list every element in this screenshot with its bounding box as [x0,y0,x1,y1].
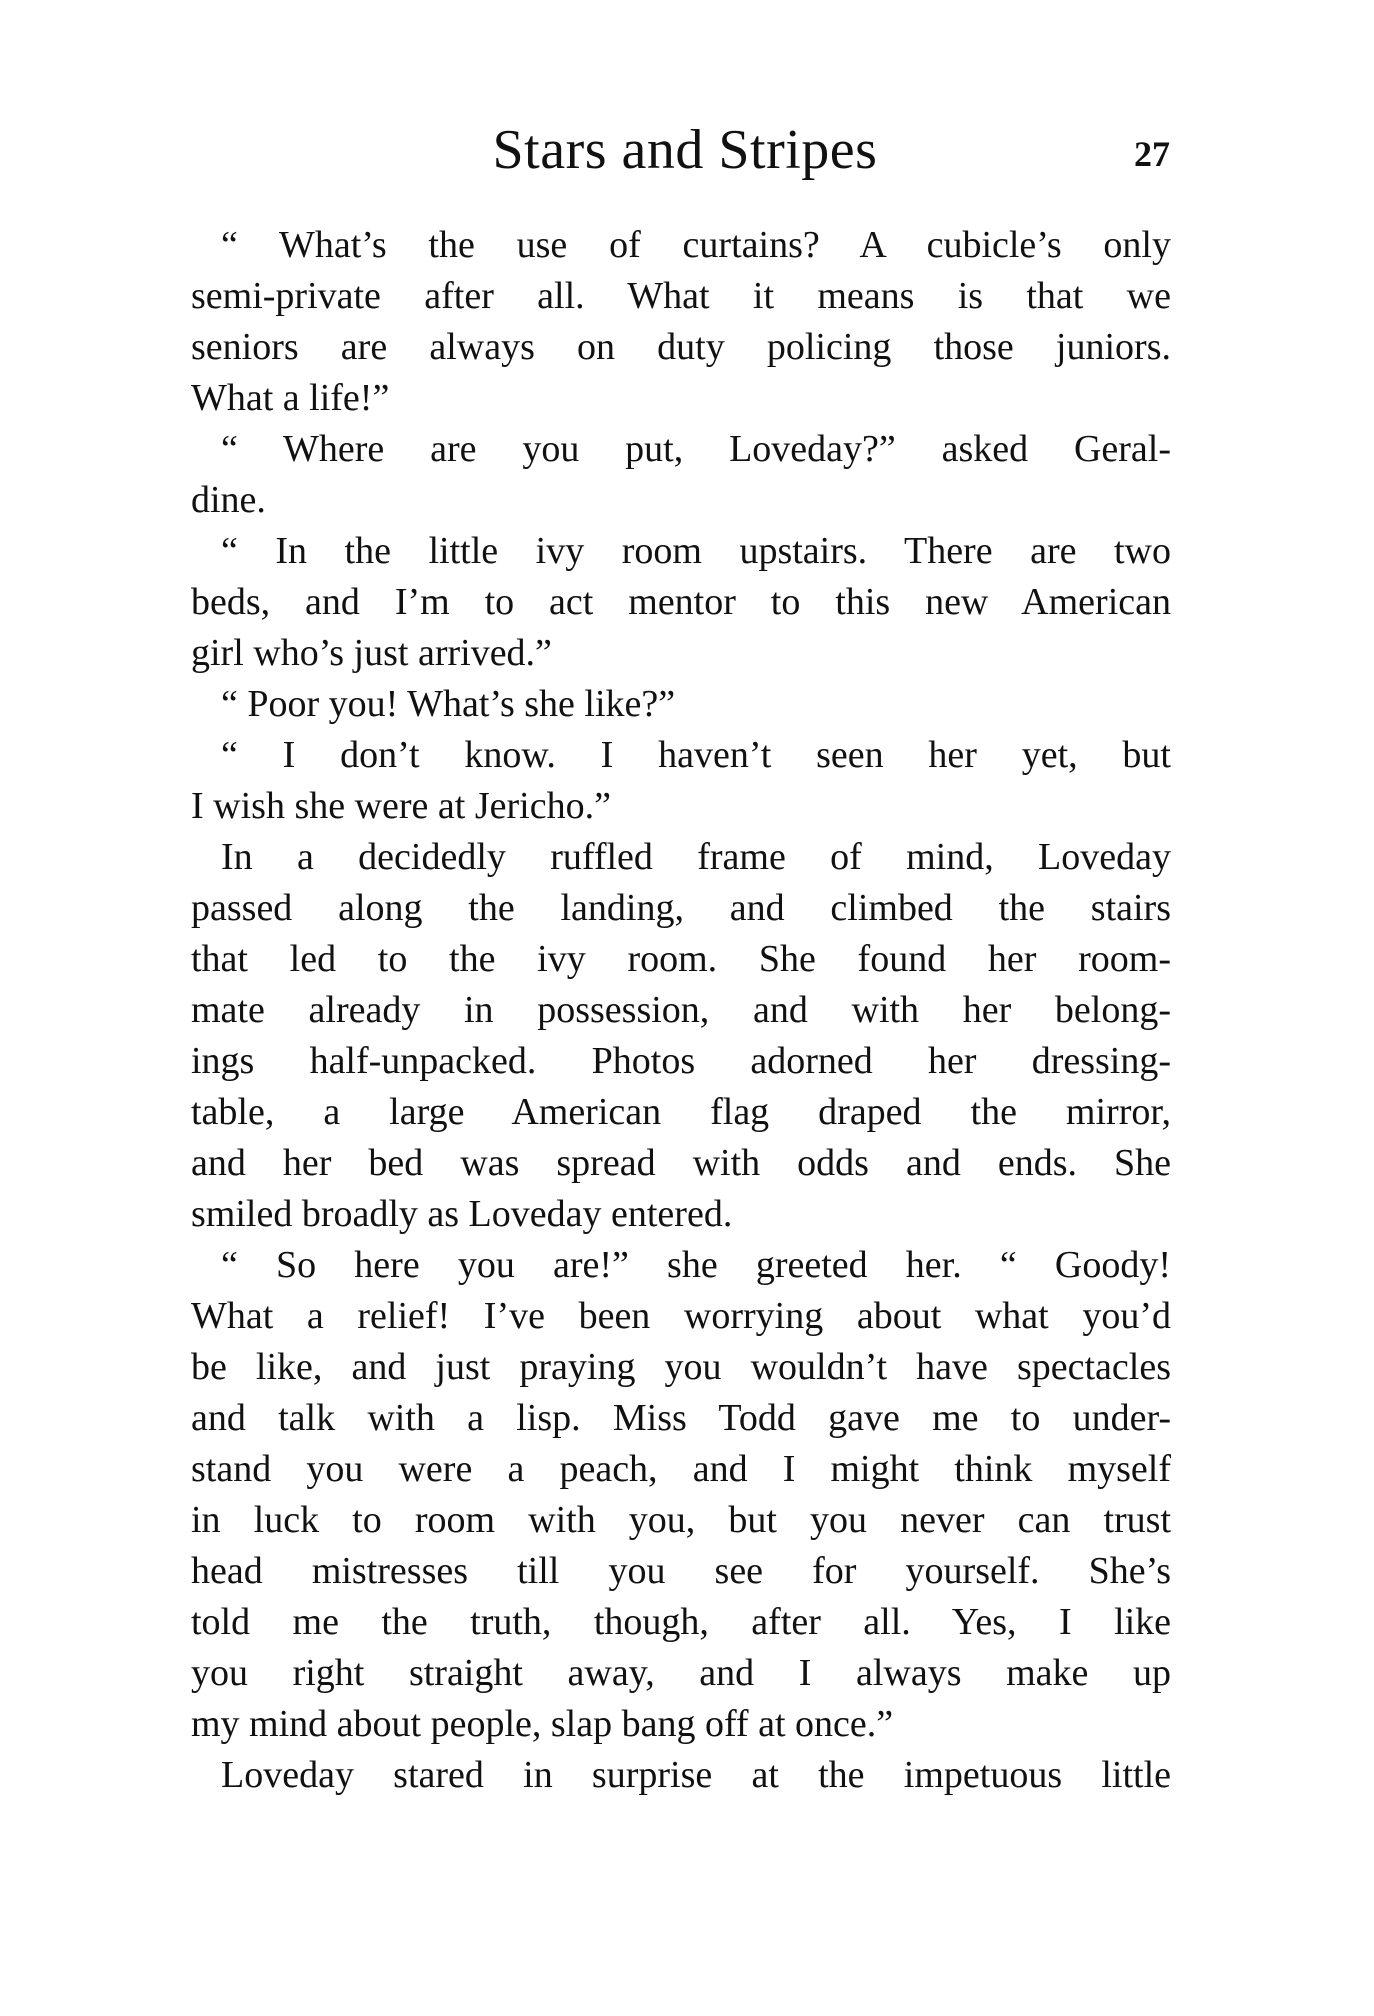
text-line: table, a large American flag draped the mirror, [191,1091,1171,1133]
text-line: “ In the little ivy room upstairs. There are two [221,530,1171,572]
text-line: “ Where are you put, Loveday?” asked Geral- [221,428,1171,470]
text-line: in luck to room with you, but you never can trust [191,1499,1171,1541]
text-line: I wish she were at Jericho.” [191,785,611,827]
text-line: and her bed was spread with odds and ends. She [191,1142,1171,1184]
text-line: What a relief! I’ve been worrying about what you’d [191,1295,1171,1337]
text-line: ings half-unpacked. Photos adorned her dressing- [191,1040,1171,1082]
text-line: told me the truth, though, after all. Yes, I like [191,1601,1171,1643]
text-line: dine. [191,479,266,521]
text-line: smiled broadly as Loveday entered. [191,1193,733,1235]
text-line: you right straight away, and I always make up [191,1652,1171,1694]
text-line: “ Poor you! What’s she like?” [221,683,676,725]
page-number: 27 [1134,134,1170,174]
text-line: Loveday stared in surprise at the impetuous little [221,1754,1171,1796]
running-title: Stars and Stripes [492,119,878,181]
text-line: seniors are always on duty policing those juniors. [191,326,1171,368]
text-line: beds, and I’m to act mentor to this new American [191,581,1171,623]
text-line: and talk with a lisp. Miss Todd gave me to under- [191,1397,1171,1439]
body-text [191,220,1171,1801]
text-line: mate already in possession, and with her belong- [191,989,1171,1031]
text-line: stand you were a peach, and I might think myself [191,1448,1171,1490]
text-line: passed along the landing, and climbed the stairs [191,887,1171,929]
text-line: In a decidedly ruffled frame of mind, Loveday [221,836,1171,878]
text-line: that led to the ivy room. She found her room- [191,938,1171,980]
text-line: “ I don’t know. I haven’t seen her yet, but [221,734,1171,776]
text-line: girl who’s just arrived.” [191,632,552,674]
text-line: my mind about people, slap bang off at once.” [191,1703,894,1745]
text-line: semi-private after all. What it means is that we [191,275,1171,317]
page-header [190,110,1180,190]
text-line: What a life!” [191,377,390,419]
text-line: head mistresses till you see for yourself. She’s [191,1550,1171,1592]
text-line: “ So here you are!” she greeted her. “ Goody! [221,1244,1171,1286]
text-line: be like, and just praying you wouldn’t have spectacles [191,1346,1171,1388]
text-line: “ What’s the use of curtains? A cubicle’s only [221,224,1171,266]
